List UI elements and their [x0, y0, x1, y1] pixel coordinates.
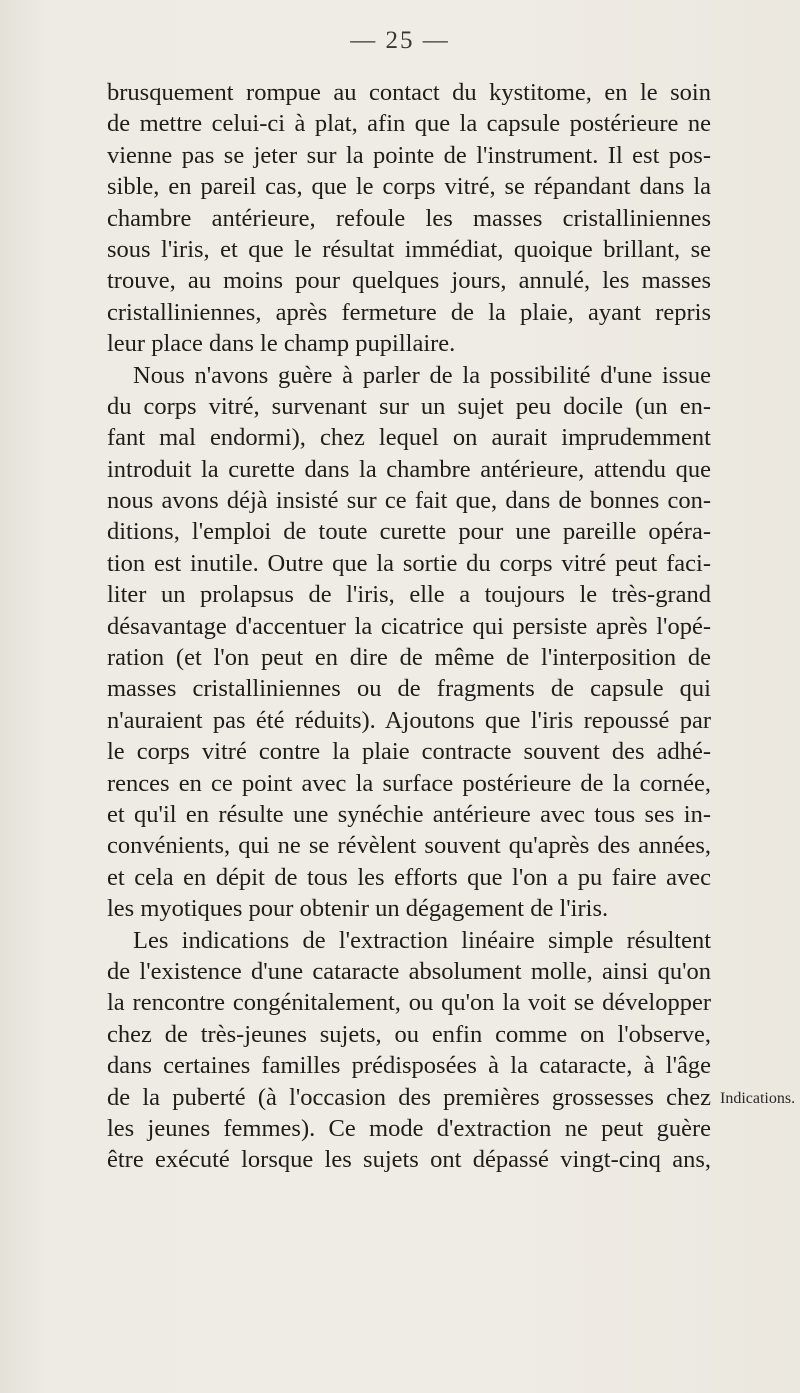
text-line: brusquement rompue au contact du kystitome, en le soin [107, 79, 711, 106]
text-line: sible, en pareil cas, que le corps vitré, se répandant dans la [107, 173, 711, 201]
text-line: n'auraient pas été réduits). Ajoutons que l'iris repoussé par [107, 706, 711, 734]
text-line: sous l'iris, et que le résultat immédiat, quoique brillant, se [107, 235, 711, 263]
page-number: — 25 — [350, 27, 450, 54]
text-line: les jeunes femmes). Ce mode d'extraction ne peut guère [107, 1114, 711, 1142]
text-line: chez de très-jeunes sujets, ou enfin comme on l'observe, [107, 1020, 711, 1048]
body-text [107, 77, 711, 1176]
text-line: de la puberté (à l'occasion des premières grossesses chez [107, 1083, 711, 1111]
text-line: liter un prolapsus de l'iris, elle a toujours le très-grand [107, 581, 711, 609]
text-line: du corps vitré, survenant sur un sujet peu docile (un en- [107, 392, 711, 420]
text-line: Les indications de l'extraction linéaire simple résultent [133, 926, 711, 954]
text-line: Nous n'avons guère à parler de la possibilité d'une issue [133, 361, 711, 389]
text-line: vienne pas se jeter sur la pointe de l'instrument. Il est pos- [107, 141, 711, 169]
text-line: trouve, au moins pour quelques jours, annulé, les masses [107, 267, 711, 295]
text-line: dans certaines familles prédisposées à la cataracte, à l'âge [107, 1052, 711, 1080]
text-line: cristalliniennes, après fermeture de la plaie, ayant repris [107, 298, 711, 326]
margin-note: Indications. [720, 1090, 796, 1107]
text-line: et qu'il en résulte une synéchie antérieure avec tous ses in- [107, 800, 711, 828]
text-line: introduit la curette dans la chambre antérieure, attendu que [107, 455, 711, 483]
text-line: rences en ce point avec la surface postérieure de la cornée, [107, 769, 711, 797]
text-line: convénients, qui ne se révèlent souvent qu'après des années, [107, 832, 711, 860]
text-line: chambre antérieure, refoule les masses cristalliniennes [107, 204, 711, 232]
text-line: les myotiques pour obtenir un dégagement de l'iris. [107, 895, 609, 923]
text-line: être exécuté lorsque les sujets ont dépassé vingt-cinq ans, [107, 1146, 711, 1174]
text-line: tion est inutile. Outre que la sortie du corps vitré peut faci- [107, 549, 711, 577]
text-line: leur place dans le champ pupillaire. [107, 330, 456, 358]
text-line: fant mal endormi), chez lequel on aurait imprudemment [107, 424, 711, 452]
text-line: de l'existence d'une cataracte absolument molle, ainsi qu'on [107, 957, 711, 985]
text-line: le corps vitré contre la plaie contracte souvent des adhé- [107, 738, 711, 766]
text-line: la rencontre congénitalement, ou qu'on la voit se développer [107, 989, 711, 1017]
text-line: de mettre celui-ci à plat, afin que la capsule postérieure ne [107, 110, 711, 138]
text-line: masses cristalliniennes ou de fragments de capsule qui [107, 675, 711, 703]
text-line: et cela en dépit de tous les efforts que l'on a pu faire avec [107, 863, 711, 891]
text-line: ditions, l'emploi de toute curette pour une pareille opéra- [107, 518, 711, 546]
text-line: ration (et l'on peut en dire de même de l'interposition de [107, 644, 711, 672]
text-line: désavantage d'accentuer la cicatrice qui persiste après l'opé- [107, 612, 711, 640]
text-line: nous avons déjà insisté sur ce fait que, dans de bonnes con- [107, 487, 711, 515]
